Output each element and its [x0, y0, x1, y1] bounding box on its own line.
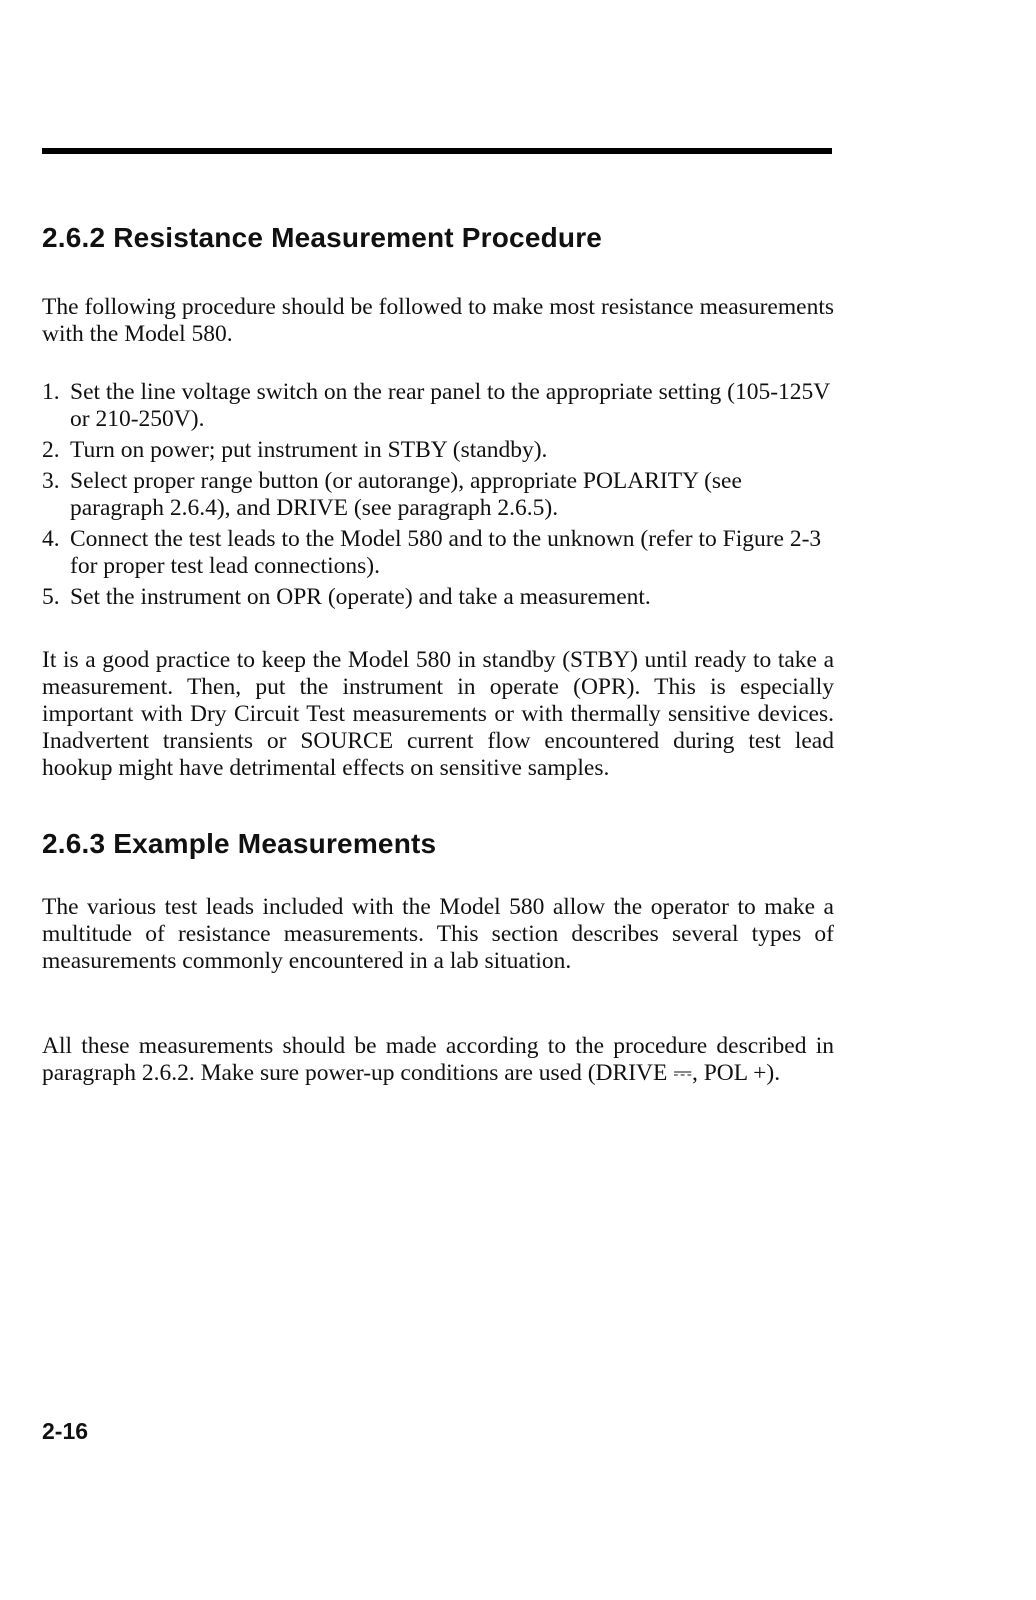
step-number: 2. [42, 437, 60, 463]
standby-practice-paragraph: It is a good practice to keep the Model 580 in standby (STBY) until ready to take a measurement. Then, put the instrument in operate (OPR). This is especially important with Dry Circuit Test measurements or with thermally sensitive devices. Inadvertent transients or SOURCE current flow encountered during test lead hookup might have detrimental effects on sensitive samples. [42, 647, 834, 781]
procedure-intro-paragraph: The following procedure should be followed to make most resistance measurements with the Model 580. [42, 294, 834, 347]
section-title-resistance-procedure: 2.6.2 Resistance Measurement Procedure [42, 222, 603, 253]
step-text: Set the instrument on OPR (operate) and take a measurement. [70, 584, 651, 610]
step-number: 3. [42, 468, 60, 494]
step-text: Select proper range button (or autorange), appropriate POLARITY (see paragraph 2.6.4), and DRIVE (see paragraph 2.6.5). [70, 468, 742, 521]
page-content [42, 218, 834, 1087]
procedure-steps-list [42, 379, 834, 611]
step-number: 4. [42, 526, 60, 552]
header-rule [42, 148, 832, 154]
step-text: Connect the test leads to the Model 580 and to the unknown (refer to Figure 2-3 for proper test lead connections). [70, 526, 822, 579]
step-number: 1. [42, 379, 60, 405]
power-up-conditions-paragraph: All these measurements should be made according to the procedure described in paragraph 2.6.2. Make sure power-up conditions are used (DRIVE ⎓, POL +). [42, 1033, 834, 1086]
procedure-step [42, 584, 834, 611]
page-number: 2-16 [42, 1418, 89, 1444]
examples-intro-paragraph: The various test leads included with the Model 580 allow the operator to make a multitude of resistance measurements. This section describes several types of measurements commonly encountered in a lab situation. [42, 894, 834, 974]
step-text: Set the line voltage switch on the rear panel to the appropriate setting (105-125V or 210-250V). [70, 379, 830, 432]
step-number: 5. [42, 584, 60, 610]
procedure-step [42, 526, 834, 580]
procedure-step [42, 468, 834, 522]
step-text: Turn on power; put instrument in STBY (standby). [70, 437, 548, 463]
section-title-example-measurements: 2.6.3 Example Measurements [42, 828, 437, 859]
procedure-step [42, 379, 834, 433]
procedure-step [42, 437, 834, 464]
